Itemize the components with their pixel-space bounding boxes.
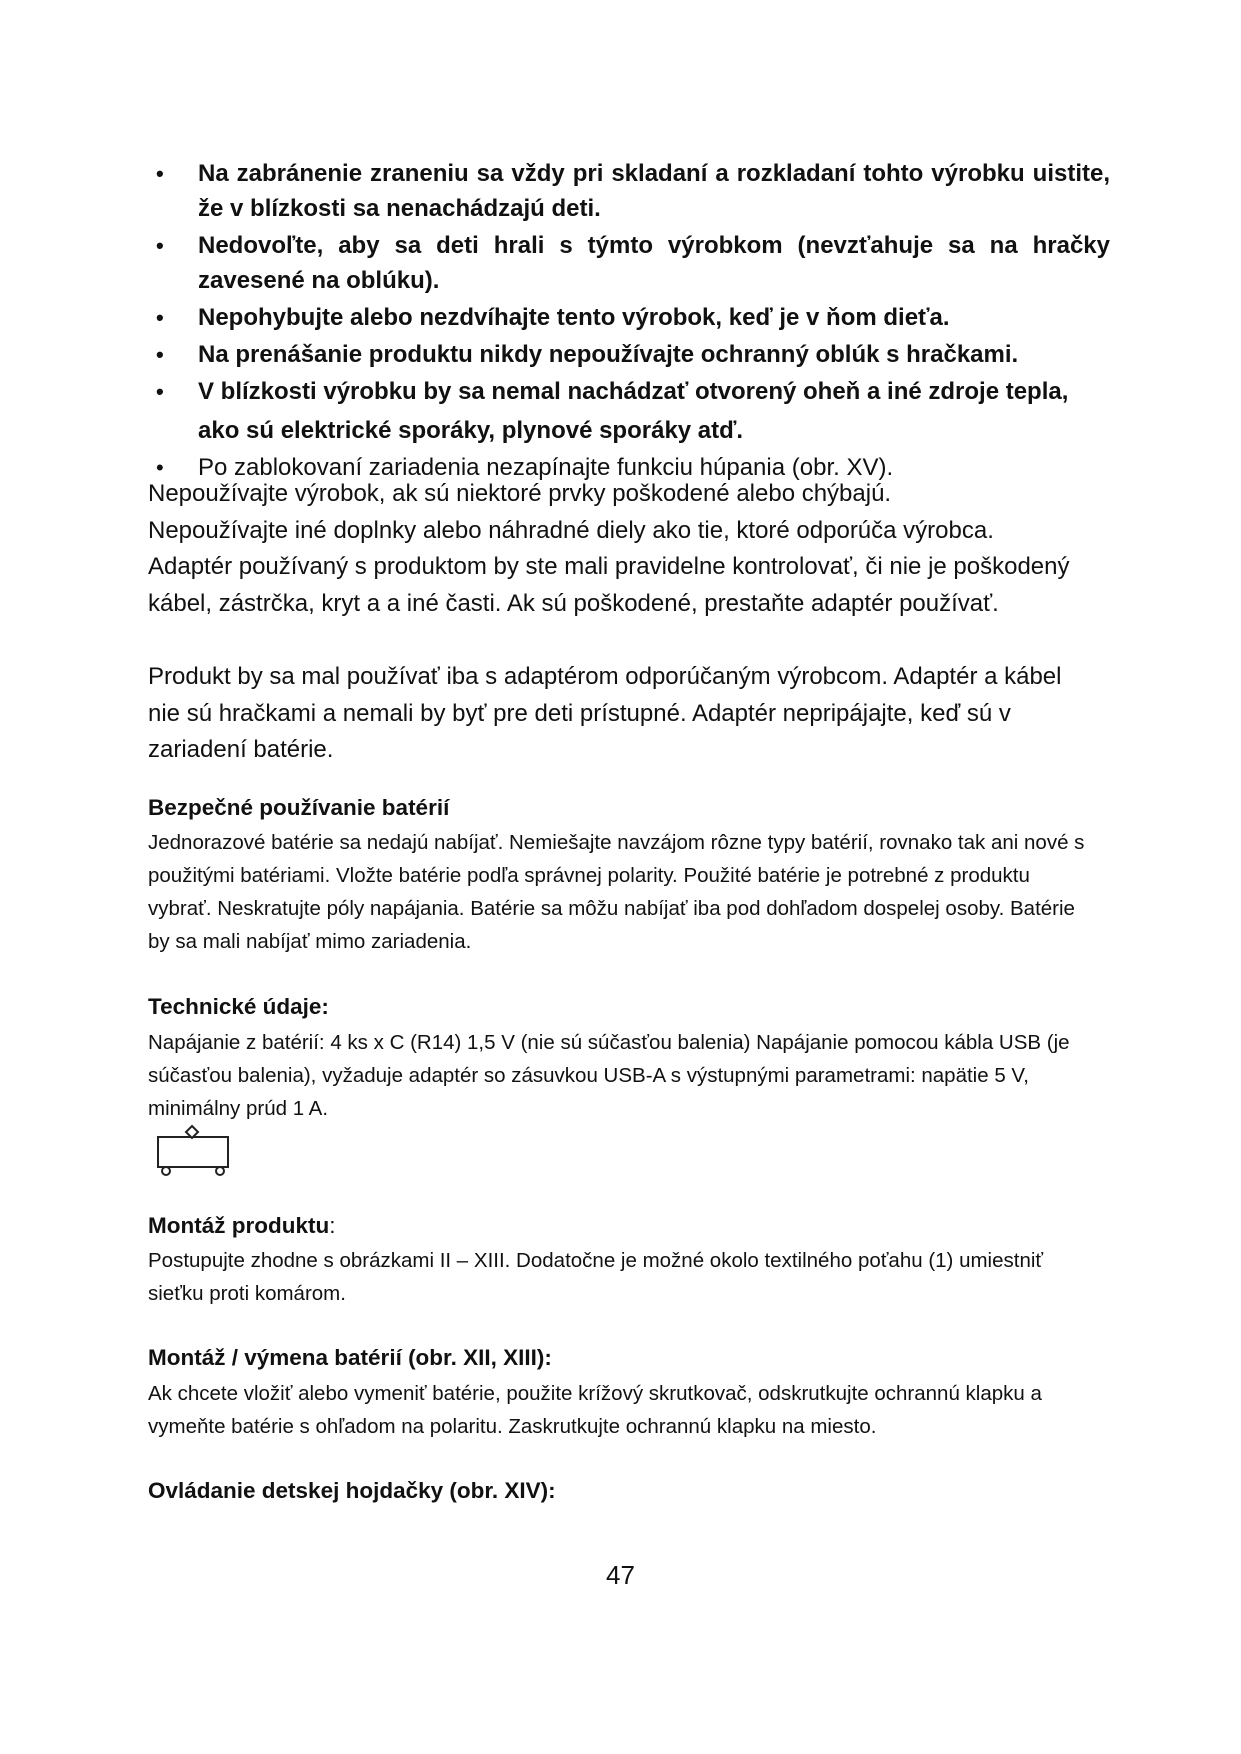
heading-battery-replacement: Montáž / výmena batérií (obr. XII, XIII): [148, 1345, 552, 1370]
bullet-text: V blízkosti výrobku by sa nemal nachádzať otvorený oheň a iné zdroje tepla, ako sú elektrické sporáky, plynové sporáky atď. [198, 378, 1069, 444]
bullet-icon: • [156, 379, 164, 404]
heading-technical-data: Technické údaje: [148, 994, 329, 1019]
list-item [148, 156, 1110, 226]
battery-replacement-text: Ak chcete vložiť alebo vymeniť batérie, použite krížový skrutkovač, odskrutkujte ochrannú klapku a vymeňte batérie s ohľadom na polaritu. Zaskrutkujte ochrannú klapku na miesto. [148, 1382, 1042, 1438]
toy-symbol-icon [154, 1123, 234, 1179]
page-number: 47 [606, 1560, 635, 1590]
assembly-heading-colon: : [329, 1213, 336, 1238]
list-item [148, 300, 1110, 335]
paragraph-damaged-parts: Nepoužívajte výrobok, ak sú niektoré prvky poškodené alebo chýbajú. [148, 480, 892, 507]
assembly-text: Postupujte zhodne s obrázkami II – XIII. Dodatočne je možné okolo textilného poťahu (1) umiestniť sieťku proti komárom. [148, 1249, 1044, 1305]
bullet-icon: • [156, 455, 164, 480]
bullet-text: Nedovoľte, aby sa deti hrali s týmto výrobkom (nevzťahuje sa na hračky zavesené na oblúku). [198, 232, 1110, 294]
bullet-text: Po zablokovaní zariadenia nezapínajte funkciu húpania (obr. XV). [198, 454, 894, 481]
bullet-icon: • [156, 305, 164, 330]
bullet-icon: • [156, 233, 164, 258]
technical-data-text: Napájanie z batérií: 4 ks x C (R14) 1,5 V (nie sú súčasťou balenia) Napájanie pomocou kábla USB (je súčasťou balenia), vyžaduje adaptér so zásuvkou USB-A s výstupnými parametrami: napätie 5 V, minimálny prúd 1 A. [148, 1031, 1070, 1120]
assembly-heading-text: Montáž produktu [148, 1213, 330, 1238]
paragraph-adapter-use: Produkt by sa mal používať iba s adaptérom odporúčaným výrobcom. Adaptér a kábel nie sú hračkami a nemali by byť pre deti prístupné. Adaptér nepripájajte, keď sú v zariadení batérie. [148, 663, 1062, 763]
heading-controls: Ovládanie detskej hojdačky (obr. XIV): [148, 1478, 556, 1503]
paragraph-adapter-check: Adaptér používaný s produktom by ste mali pravidelne kontrolovať, či nie je poškodený kábel, zástrčka, kryt a a iné časti. Ak sú poškodené, prestaňte adaptér používať. [148, 553, 1070, 617]
list-item [148, 228, 1110, 298]
heading-battery-safety: Bezpečné používanie batérií [148, 795, 450, 820]
safety-bullet-list [148, 156, 1110, 485]
bullet-icon: • [156, 342, 164, 367]
bullet-text: Na prenášanie produktu nikdy nepoužívajte ochranný oblúk s hračkami. [198, 341, 1019, 368]
bullet-icon: • [156, 161, 164, 186]
paragraph-accessories: Nepoužívajte iné doplnky alebo náhradné diely ako tie, ktoré odporúča výrobca. [148, 517, 994, 544]
bullet-text: Na zabránenie zraneniu sa vždy pri skladaní a rozkladaní tohto výrobku uistite, že v blízkosti sa nenachádzajú deti. [198, 160, 1110, 222]
battery-safety-text: Jednorazové batérie sa nedajú nabíjať. Nemiešajte navzájom rôzne typy batérií, rovnako tak ani nové s použitými batériami. Vložte batérie podľa správnej polarity. Použité batérie je potrebné z produktu vybrať. Neskratujte póly napájania. Batérie sa môžu nabíjať iba pod dohľadom dospelej osoby. Batérie by sa mali nabíjať mimo zariadenia. [148, 831, 1085, 953]
list-item [148, 337, 1110, 372]
list-item [148, 372, 1110, 450]
heading-assembly [148, 1213, 336, 1239]
bullet-text: Nepohybujte alebo nezdvíhajte tento výrobok, keď je v ňom dieťa. [198, 304, 950, 331]
